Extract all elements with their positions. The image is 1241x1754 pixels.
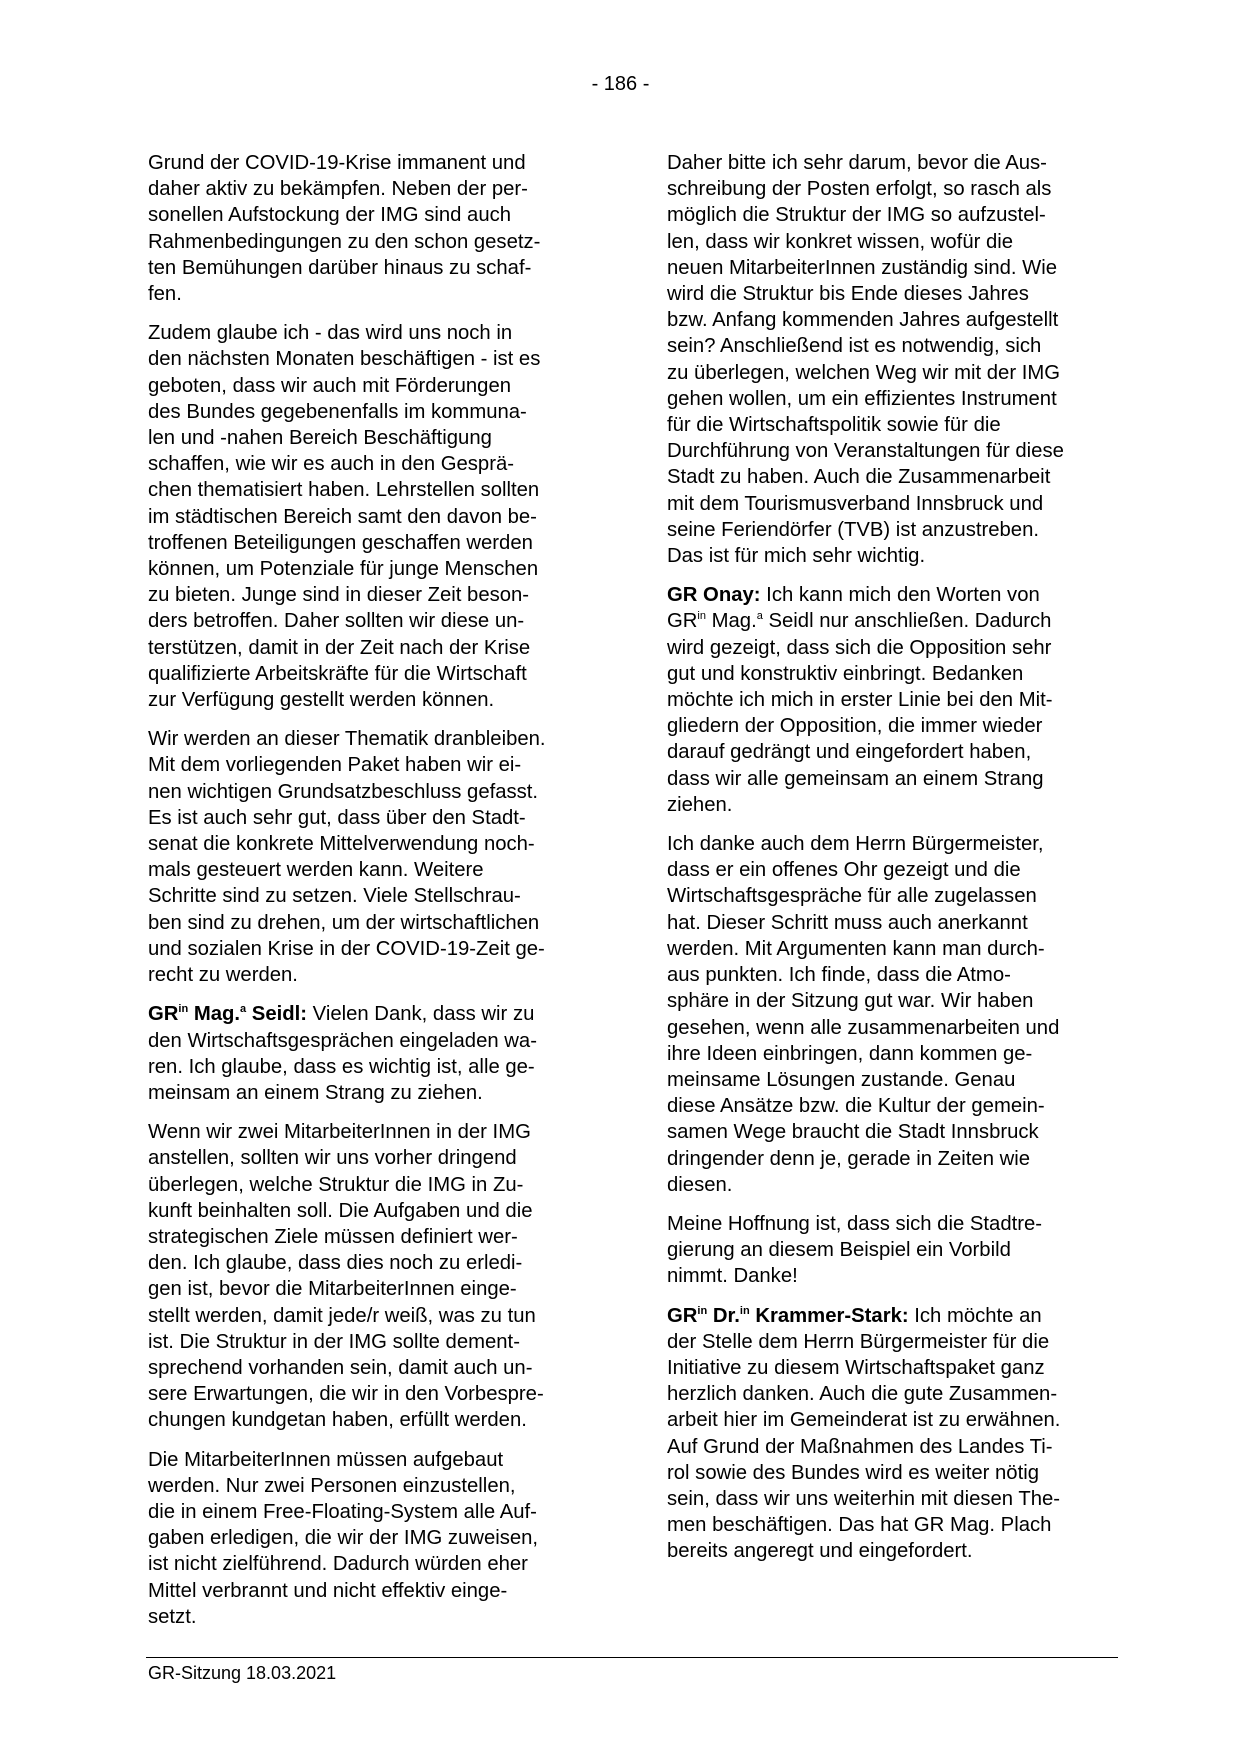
- text-line: Stadt zu haben. Auch die Zusammenarbeit: [667, 466, 1051, 489]
- text-line: Initiative zu diesem Wirtschaftspaket ganz: [667, 1356, 1045, 1379]
- text-line: Es ist auch sehr gut, dass über den Stadt-: [148, 806, 526, 829]
- text-line: Ich danke auch dem Herrn Bürgermeister,: [667, 833, 1044, 856]
- text-line: gierung an diesem Beispiel ein Vorbild: [667, 1239, 1011, 1262]
- text-line: zur Verfügung gestellt werden können.: [148, 689, 495, 712]
- text-line: Zudem glaube ich - das wird uns noch in: [148, 322, 513, 345]
- text-line: anstellen, sollten wir uns vorher dringend: [148, 1147, 517, 1170]
- text-line: Rahmenbedingungen zu den schon gesetz-: [148, 230, 541, 253]
- speech-text: Ich kann mich den Worten von: [760, 584, 1040, 607]
- text-line: rol sowie des Bundes wird es weiter nötig: [667, 1461, 1040, 1484]
- paragraph: [667, 150, 1109, 569]
- text-line: den Wirtschaftsgesprächen eingeladen wa-: [148, 1029, 537, 1052]
- text-line: Mit dem vorliegenden Paket haben wir ei-: [148, 754, 522, 777]
- text-line: chen thematisiert haben. Lehrstellen sollten: [148, 479, 540, 502]
- paragraph: [148, 726, 590, 988]
- speaker-line: [667, 1303, 1109, 1329]
- text-line: men beschäftigen. Das hat GR Mag. Plach: [667, 1514, 1052, 1537]
- text-line: geboten, dass wir auch mit Förderungen: [148, 374, 512, 397]
- text-line: diese Ansätze bzw. die Kultur der gemein-: [667, 1095, 1045, 1118]
- speaker-title: GR: [667, 1304, 698, 1327]
- text-line: meinsame Lösungen zustande. Genau: [667, 1068, 1016, 1091]
- right-column: [667, 150, 1109, 1578]
- speaker-title: GR Onay:: [667, 584, 761, 607]
- text-line: sprechend vorhanden sein, damit auch un-: [148, 1356, 533, 1379]
- text-line: werden. Mit Argumenten kann man durch-: [667, 937, 1045, 960]
- text-line: ihre Ideen einbringen, dann kommen ge-: [667, 1042, 1033, 1065]
- text-line: die in einem Free-Floating-System alle Auf-: [148, 1500, 537, 1523]
- text-line: wird die Struktur bis Ende dieses Jahres: [667, 283, 1029, 306]
- text-line: terstützen, damit in der Zeit nach der Krise: [148, 636, 531, 659]
- speaker-surname: Seidl:: [246, 1003, 308, 1026]
- text-line: meinsam an einem Strang zu ziehen.: [148, 1081, 483, 1104]
- text-line: sein, dass wir uns weiterhin mit diesen The-: [667, 1487, 1061, 1510]
- text-line: Meine Hoffnung ist, dass sich die Stadtre-: [667, 1212, 1043, 1235]
- speaker-name: [148, 1003, 307, 1025]
- speaker-name: [667, 1305, 909, 1327]
- speaker-degree: Mag.: [188, 1003, 241, 1026]
- text-line: im städtischen Bereich samt den davon be-: [148, 505, 537, 528]
- text-line: überlegen, welche Struktur die IMG in Zu-: [148, 1173, 524, 1196]
- text-line: herzlich danken. Auch die gute Zusammen-: [667, 1383, 1058, 1406]
- speaker-title-suffix: in: [697, 1304, 708, 1317]
- speaker-line: [148, 1001, 590, 1027]
- text-line: dringender denn je, gerade in Zeiten wie: [667, 1147, 1031, 1170]
- text-line: len, dass wir konkret wissen, wofür die: [667, 230, 1014, 253]
- text-line: dass wir alle gemeinsam an einem Strang: [667, 767, 1044, 790]
- text-line: werden. Nur zwei Personen einzustellen,: [148, 1474, 516, 1497]
- text-line: schaffen, wie wir es auch in den Gesprä-: [148, 453, 515, 476]
- paragraph: [148, 1119, 590, 1433]
- text-line: den. Ich glaube, dass dies noch zu erledi-: [148, 1252, 523, 1275]
- text-line: ten Bemühungen darüber hinaus zu schaf-: [148, 256, 532, 279]
- text-line: ist. Die Struktur in der IMG sollte dement-: [148, 1330, 520, 1353]
- text-line: gesehen, wenn alle zusammenarbeiten und: [667, 1016, 1060, 1039]
- text-line: gliedern der Opposition, die immer wieder: [667, 715, 1043, 738]
- text-line: möchte ich mich in erster Linie bei den Mit-: [667, 689, 1053, 712]
- text-line: mit dem Tourismusverband Innsbruck und: [667, 492, 1044, 515]
- text-line: gaben erledigen, die wir der IMG zuweisen,: [148, 1527, 539, 1550]
- text-line: der Stelle dem Herrn Bürgermeister für die: [667, 1330, 1050, 1353]
- text-line: strategischen Ziele müssen definiert wer-: [148, 1225, 518, 1248]
- text-line: neuen MitarbeiterInnen zuständig sind. Wie: [667, 256, 1058, 279]
- text-line: Wir werden an dieser Thematik dranbleiben.: [148, 728, 546, 751]
- text-line: arbeit hier im Gemeinderat ist zu erwähnen.: [667, 1409, 1061, 1432]
- speech-text: Vielen Dank, dass wir zu: [307, 1003, 535, 1026]
- text-line: dass er ein offenes Ohr gezeigt und die: [667, 859, 1021, 882]
- speaker-degree: Dr.: [707, 1304, 740, 1327]
- text-line: ziehen.: [667, 793, 733, 816]
- text-line: aus punkten. Ich finde, dass die Atmo-: [667, 964, 1011, 987]
- text-line: sonellen Aufstockung der IMG sind auch: [148, 204, 512, 227]
- text-line: ren. Ich glaube, dass es wichtig ist, alle ge-: [148, 1055, 535, 1078]
- paragraph: [667, 831, 1109, 1198]
- text-line: ders betroffen. Daher sollten wir diese un-: [148, 610, 525, 633]
- text-line: sphäre in der Sitzung gut war. Wir haben: [667, 990, 1034, 1013]
- text-line: mals gesteuert werden kann. Weitere: [148, 859, 484, 882]
- paragraph: [667, 1211, 1109, 1290]
- text-line: den nächsten Monaten beschäftigen - ist es: [148, 348, 541, 371]
- text-line: gehen wollen, um ein effizientes Instrument: [667, 387, 1057, 410]
- text-line: diesen.: [667, 1173, 733, 1196]
- paragraph: [148, 150, 590, 307]
- text-line: gut und konstruktiv einbringt. Bedanken: [667, 662, 1024, 685]
- text-line: troffenen Beteiligungen geschaffen werden: [148, 531, 533, 554]
- text-line: nen wichtigen Grundsatzbeschluss gefasst.: [148, 780, 539, 803]
- text-line: chungen kundgetan haben, erfüllt werden.: [148, 1409, 527, 1432]
- superscript: in: [697, 610, 706, 623]
- text-line: Das ist für mich sehr wichtig.: [667, 545, 926, 568]
- text-line: daher aktiv zu bekämpfen. Neben der per-: [148, 178, 528, 201]
- speaker-title: GR: [148, 1003, 179, 1026]
- text-line: seine Feriendörfer (TVB) ist anzustreben.: [667, 518, 1039, 541]
- text-line: und sozialen Krise in der COVID-19-Zeit ge-: [148, 937, 545, 960]
- speaker-surname: Krammer-Stark:: [749, 1304, 909, 1327]
- text-line: darauf gedrängt und eingefordert haben,: [667, 741, 1032, 764]
- text-line: sein? Anschließend ist es notwendig, sich: [667, 335, 1042, 358]
- text-line: fen.: [148, 283, 182, 306]
- footer-divider: [146, 1657, 1118, 1658]
- paragraph: [148, 320, 590, 713]
- text-line: bereits angeregt und eingefordert.: [667, 1540, 973, 1563]
- text-line: Wenn wir zwei MitarbeiterInnen in der IMG: [148, 1121, 531, 1144]
- text-line: len und -nahen Bereich Beschäftigung: [148, 427, 492, 450]
- text-line: recht zu werden.: [148, 964, 298, 987]
- text-line: qualifizierte Arbeitskräfte für die Wirtschaft: [148, 662, 527, 685]
- text-line: Daher bitte ich sehr darum, bevor die Aus-: [667, 152, 1047, 174]
- text-line: setzt.: [148, 1605, 197, 1628]
- text-line: gen ist, bevor die MitarbeiterInnen einge-: [148, 1278, 517, 1301]
- text-line: nimmt. Danke!: [667, 1265, 798, 1288]
- text-line: des Bundes gegebenenfalls im kommuna-: [148, 400, 527, 423]
- text-line: schreibung der Posten erfolgt, so rasch als: [667, 178, 1052, 201]
- text-line: möglich die Struktur der IMG so aufzustel-: [667, 204, 1046, 227]
- paragraph: [667, 1303, 1109, 1565]
- text-line: zu überlegen, welchen Weg wir mit der IMG: [667, 361, 1061, 384]
- text-line: Schritte sind zu setzen. Viele Stellschrau-: [148, 885, 521, 908]
- speaker-name: [667, 584, 761, 606]
- text-line: samen Wege braucht die Stadt Innsbruck: [667, 1121, 1039, 1144]
- text-line: bzw. Anfang kommenden Jahres aufgestellt: [667, 309, 1059, 332]
- text-line: ben sind zu drehen, um der wirtschaftlichen: [148, 911, 540, 934]
- text-line: stellt werden, damit jede/r weiß, was zu tun: [148, 1304, 536, 1327]
- text-line: wird gezeigt, dass sich die Opposition sehr: [667, 636, 1052, 659]
- paragraph: [148, 1001, 590, 1106]
- text-line: $GR^{in}$ Mag.$^a$ Seidl nur anschließen. Dadurch: [667, 610, 1052, 633]
- speaker-line: [667, 582, 1109, 608]
- text-line: senat die konkrete Mittelverwendung noch-: [148, 833, 535, 856]
- text-line: Auf Grund der Maßnahmen des Landes Ti-: [667, 1435, 1053, 1458]
- text-line: Die MitarbeiterInnen müssen aufgebaut: [148, 1448, 504, 1471]
- footer-session-date: GR-Sitzung 18.03.2021: [148, 1663, 337, 1683]
- text-line: ist nicht zielführend. Dadurch würden eher: [148, 1553, 528, 1576]
- text-line: hat. Dieser Schritt muss auch anerkannt: [667, 911, 1028, 934]
- text-line: sere Erwartungen, die wir in den Vorbespre-: [148, 1383, 544, 1406]
- speaker-title-suffix: in: [178, 1003, 189, 1016]
- left-column: [148, 150, 590, 1643]
- text-line: können, um Potenziale für junge Menschen: [148, 558, 539, 581]
- paragraph: [148, 1447, 590, 1630]
- text-line: Wirtschaftsgespräche für alle zugelassen: [667, 885, 1037, 908]
- text-line: zu bieten. Junge sind in dieser Zeit beson-: [148, 584, 530, 607]
- text-line: Durchführung von Veranstaltungen für diese: [667, 440, 1064, 463]
- speech-text: Ich möchte an: [908, 1304, 1042, 1327]
- text-line: Mittel verbrannt und nicht effektiv einge-: [148, 1579, 508, 1602]
- superscript: a: [756, 610, 763, 623]
- page-number: - 186 -: [591, 73, 650, 95]
- text-line: kunft beinhalten soll. Die Aufgaben und die: [148, 1199, 533, 1222]
- text-line: Grund der COVID-19-Krise immanent und: [148, 152, 526, 174]
- speaker-degree-suffix: in: [739, 1304, 750, 1317]
- text-line: für die Wirtschaftspolitik sowie für die: [667, 414, 1001, 437]
- speaker-degree-suffix: a: [240, 1003, 247, 1016]
- paragraph: [667, 582, 1109, 818]
